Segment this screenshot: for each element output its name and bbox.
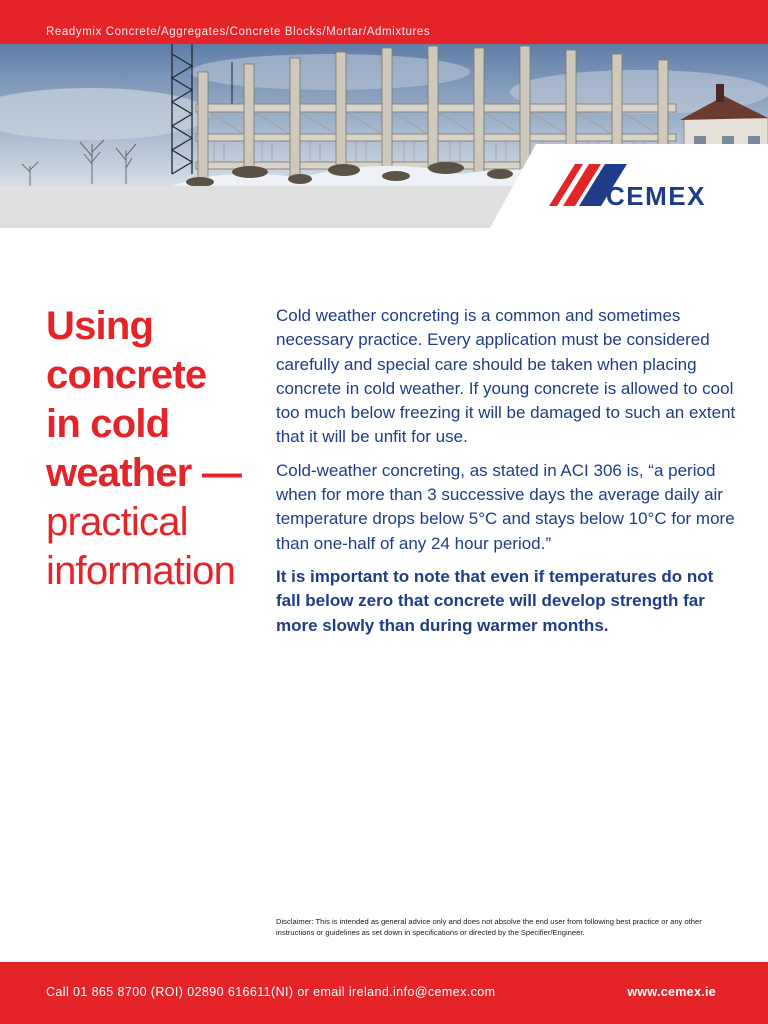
definition-paragraph: Cold-weather concreting, as stated in ACI 306 is, “a period when for more than 3 successive days the average daily air temperature drops below 5°C and stays below 10°C for more than one-half of any 24 hour period.”: [276, 460, 735, 553]
cemex-logo-wordmark: CEMEX: [606, 181, 706, 211]
disclaimer-text: Disclaimer: This is intended as general advice only and does not absolve the end user from following best practice or any other instructions or guidelines as set down in specifications or directed by the Specifier/Engineer.: [276, 917, 702, 937]
title-line-3: in cold: [46, 402, 170, 446]
product-tagline: Readymix Concrete/Aggregates/Concrete Blocks/Mortar/Admixtures: [46, 26, 431, 38]
contact-info[interactable]: Call 01 865 8700 (ROI) 02890 616611(NI) or email ireland.info@cemex.com: [46, 985, 496, 999]
title-line-4: weather —: [46, 451, 242, 495]
subtitle-line-2: information: [46, 549, 236, 593]
emphasis-paragraph: It is important to note that even if temperatures do not fall below zero that concrete will develop strength far more slowly than during warmer months.: [276, 566, 714, 635]
page-title: [46, 302, 266, 596]
top-banner: [0, 0, 768, 44]
article-body: [276, 304, 736, 647]
website-link[interactable]: www.cemex.ie: [627, 985, 716, 999]
subtitle-line-1: practical: [46, 500, 188, 544]
intro-paragraph: Cold weather concreting is a common and sometimes necessary practice. Every application must be considered carefully and special care should be taken when placing concrete in cold weather. If young concrete is allowed to cool too much below freezing it will be damaged to such an extent that it will be unfit for use.: [276, 306, 736, 447]
title-line-2: concrete: [46, 353, 207, 397]
footer-bar: [0, 962, 768, 1024]
title-line-1: Using: [46, 304, 154, 348]
